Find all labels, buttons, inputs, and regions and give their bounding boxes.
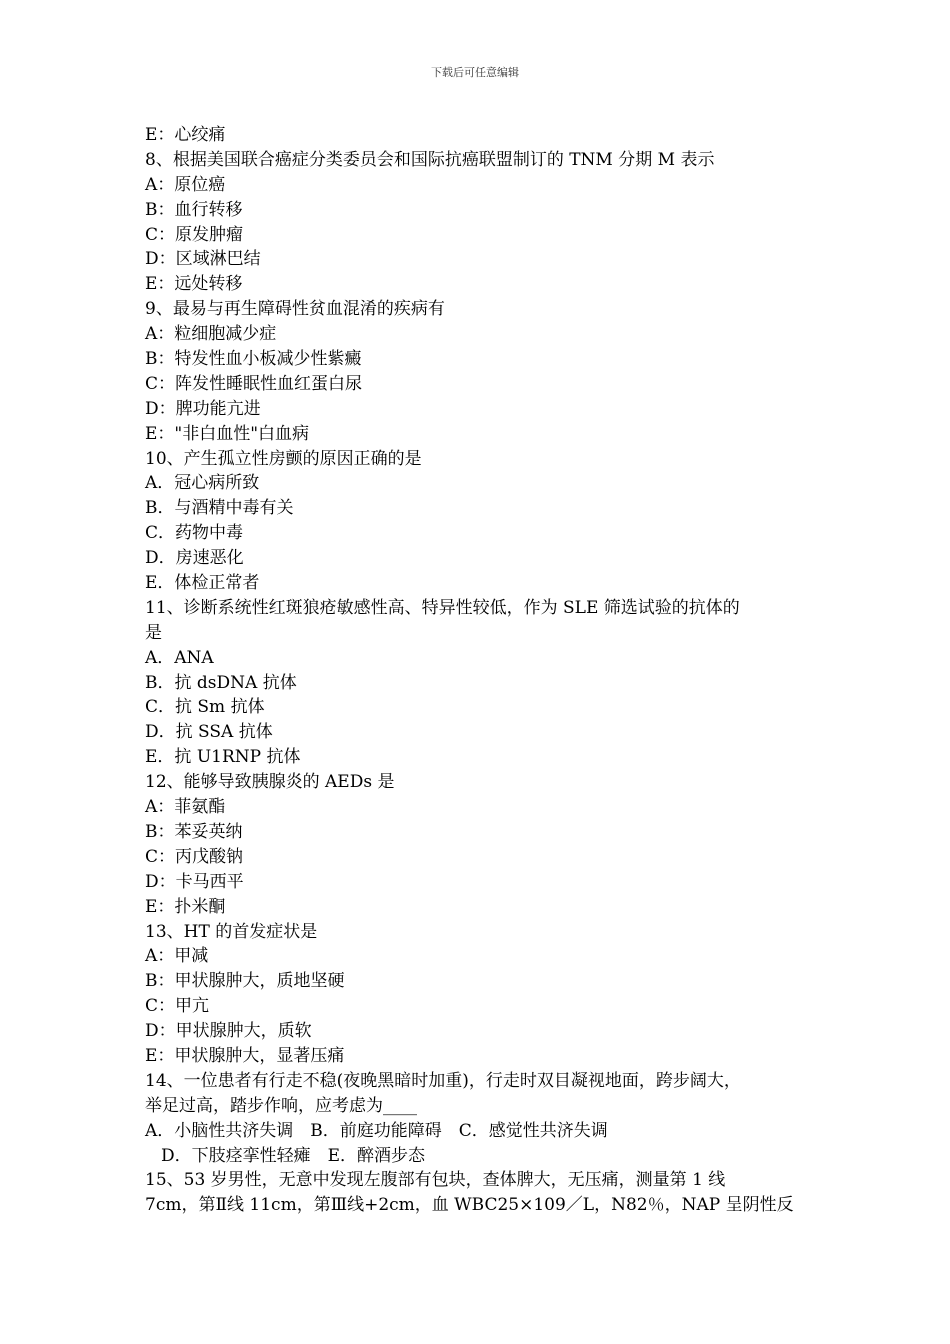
option-line: E：心绞痛 [145, 125, 226, 145]
option-line: E：甲状腺肿大，显著压痛 [145, 1045, 345, 1066]
question-line: 14、一位患者有行走不稳(夜晚黑暗时加重)，行走时双目凝视地面，跨步阔大， [145, 1070, 741, 1091]
option-line: D．下肢痉挛性轻瘫 E．醉酒步态 [161, 1145, 426, 1166]
document-body [145, 123, 825, 1218]
option-line: A．ANA [145, 647, 214, 668]
option-line: B：苯妥英纳 [145, 821, 243, 842]
option-line: A：甲减 [145, 946, 209, 967]
option-line: E．体检正常者 [145, 573, 260, 594]
option-line: E："非白血性"白血病 [145, 423, 310, 444]
question-line: 13、HT 的首发症状是 [145, 921, 318, 942]
question-line: 11、诊断系统性红斑狼疮敏感性高、特异性较低，作为 SLE 筛选试验的抗体的 [145, 597, 740, 618]
option-line: D：区域淋巴结 [145, 249, 261, 270]
option-line: A：原位癌 [145, 174, 226, 195]
option-line: E：远处转移 [145, 274, 243, 295]
option-line: D：甲状腺肿大，质软 [145, 1021, 312, 1042]
option-line: D：卡马西平 [145, 871, 244, 892]
question-line: 12、能够导致胰腺炎的 AEDs 是 [145, 772, 395, 793]
option-line: A．冠心病所致 [145, 473, 260, 494]
option-line: D．抗 SSA 抗体 [145, 722, 273, 743]
question-line: 9、最易与再生障碍性贫血混淆的疾病有 [145, 299, 445, 320]
option-line: A：粒细胞减少症 [145, 324, 277, 345]
question-line: 是 [145, 622, 162, 643]
option-line: A．小脑性共济失调 B．前庭功能障碍 C．感觉性共济失调 [145, 1120, 608, 1141]
question-line: 15、53 岁男性，无意中发现左腹部有包块，查体脾大，无压痛，测量第 1 线 [145, 1170, 726, 1191]
option-line: C：甲亢 [145, 996, 210, 1017]
option-line: A：菲氨酯 [145, 797, 226, 818]
question-line: 8、根据美国联合癌症分类委员会和国际抗癌联盟制订的 TNM 分期 M 表示 [145, 149, 715, 170]
page-header: 下载后可任意编辑 [431, 66, 519, 79]
option-line: E．抗 U1RNP 抗体 [145, 747, 301, 768]
option-line: C．抗 Sm 抗体 [145, 697, 265, 718]
option-line: D：脾功能亢进 [145, 398, 261, 419]
question-line: 7cm，第Ⅱ线 11cm，第Ⅲ线+2cm，血 WBC25×109／L，N82％，NAP 呈阴性反 [145, 1195, 794, 1216]
option-line: E：扑米酮 [145, 896, 226, 917]
option-line: D．房速恶化 [145, 548, 244, 569]
option-line: B：特发性血小板减少性紫癜 [145, 349, 362, 370]
option-line: B．抗 dsDNA 抗体 [145, 672, 297, 693]
option-line: B．与酒精中毒有关 [145, 498, 294, 519]
option-line: C：丙戊酸钠 [145, 846, 244, 867]
option-line: C：原发肿瘤 [145, 224, 244, 245]
option-line: B：血行转移 [145, 199, 243, 220]
option-line: B：甲状腺肿大，质地坚硬 [145, 971, 345, 992]
question-line: 举足过高，踏步作响，应考虑为____ [145, 1095, 417, 1116]
option-line: C：阵发性睡眠性血红蛋白尿 [145, 373, 363, 394]
option-line: C．药物中毒 [145, 523, 244, 544]
question-line: 10、产生孤立性房颤的原因正确的是 [145, 448, 422, 469]
